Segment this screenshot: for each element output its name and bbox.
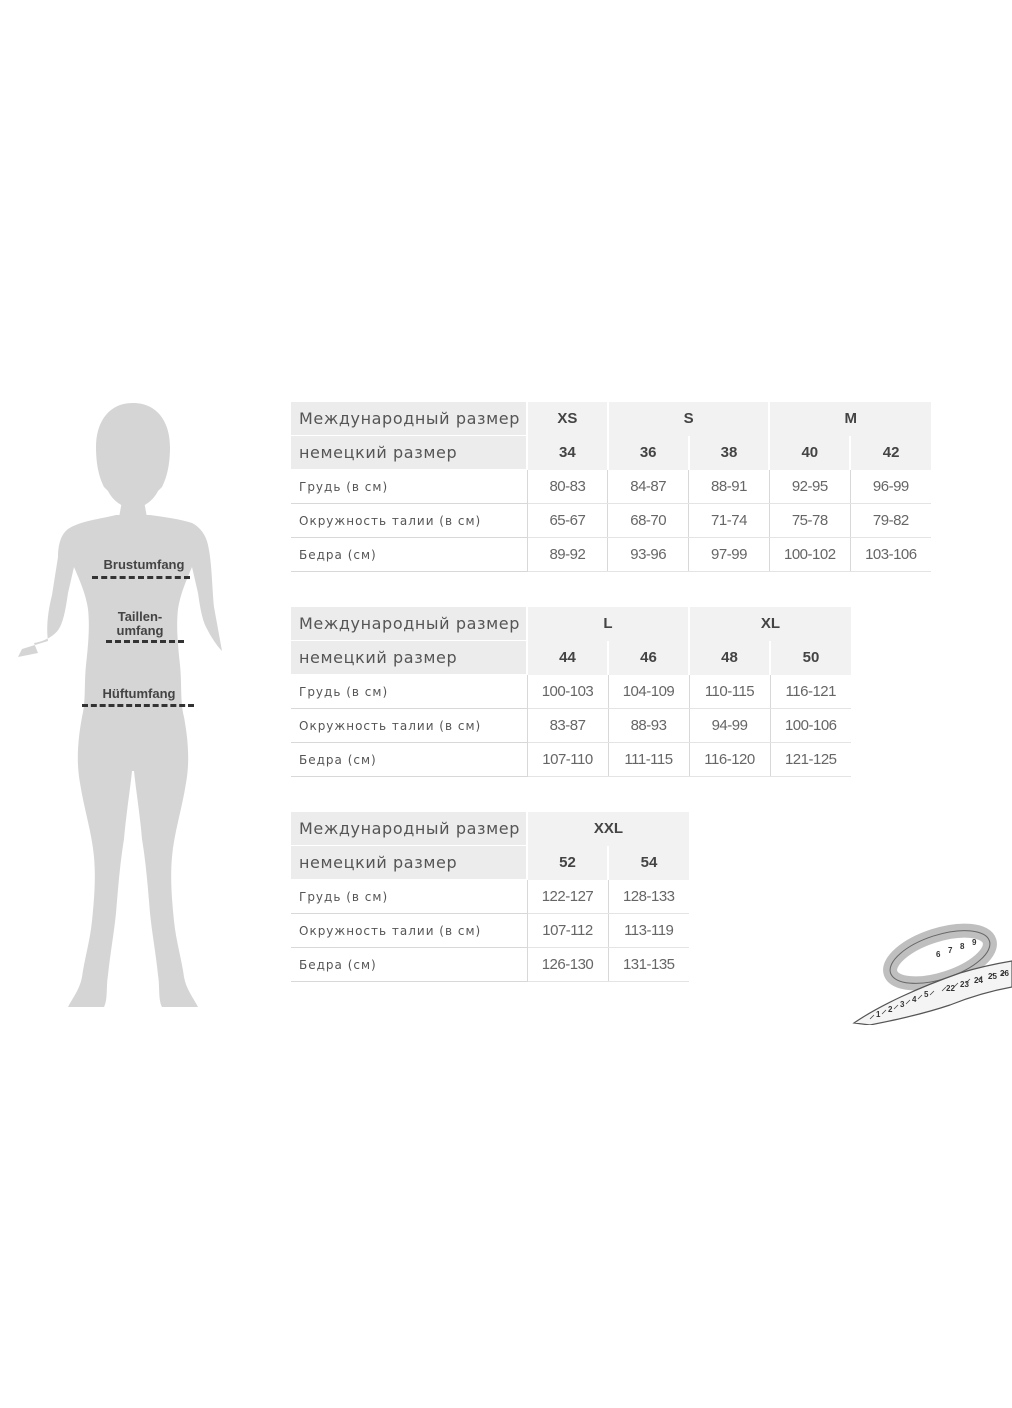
row-label-german: немецкий размер <box>291 846 527 880</box>
table-row <box>291 436 931 470</box>
cell-bust: 104-109 <box>608 675 689 709</box>
cell-german: 48 <box>689 641 770 675</box>
table-row <box>291 948 689 982</box>
cell-bust: 110-115 <box>689 675 770 709</box>
cell-waist: 71-74 <box>689 504 770 538</box>
cell-waist: 79-82 <box>850 504 931 538</box>
table-row <box>291 709 851 743</box>
cell-bust: 100-103 <box>527 675 608 709</box>
tape-number: 5 <box>924 990 929 999</box>
row-label-international: Международный размер <box>291 812 527 846</box>
table-row <box>291 812 689 846</box>
waist-dashed-line <box>106 640 184 643</box>
cell-german: 50 <box>770 641 851 675</box>
table-row <box>291 470 931 504</box>
cell-hips: 100-102 <box>769 538 850 572</box>
cell-waist: 75-78 <box>769 504 850 538</box>
tape-number: 9 <box>972 938 977 947</box>
cell-german: 52 <box>527 846 608 880</box>
measuring-tape-image <box>850 915 1012 1025</box>
row-label-waist: Окружность талии (в см) <box>291 504 527 538</box>
tape-number: 25 <box>988 972 997 981</box>
cell-international-m: M <box>769 402 931 436</box>
hip-label: Hüftumfang <box>102 686 176 701</box>
cell-bust: 92-95 <box>769 470 850 504</box>
cell-hips: 89-92 <box>527 538 608 572</box>
bust-dashed-line <box>92 576 190 579</box>
table-row <box>291 743 851 777</box>
tape-number: 2 <box>888 1005 893 1014</box>
row-label-german: немецкий размер <box>291 641 527 675</box>
cell-hips: 111-115 <box>608 743 689 777</box>
tape-number: 1 <box>876 1010 881 1019</box>
cell-german: 46 <box>608 641 689 675</box>
tape-number: 6 <box>936 950 941 959</box>
size-table-1 <box>291 402 931 572</box>
table-row <box>291 504 931 538</box>
table-row <box>291 880 689 914</box>
table-row <box>291 641 851 675</box>
tape-number: 22 <box>946 984 955 993</box>
row-label-german: немецкий размер <box>291 436 527 470</box>
bust-label: Brustumfang <box>103 557 185 572</box>
size-table-2 <box>291 607 851 777</box>
measuring-tape-icon <box>850 915 1012 1025</box>
row-label-waist: Окружность талии (в см) <box>291 914 527 948</box>
cell-bust: 128-133 <box>608 880 689 914</box>
cell-german: 54 <box>608 846 689 880</box>
body-silhouette <box>8 395 238 1020</box>
cell-waist: 88-93 <box>608 709 689 743</box>
cell-hips: 97-99 <box>689 538 770 572</box>
cell-hips: 107-110 <box>527 743 608 777</box>
cell-hips: 121-125 <box>770 743 851 777</box>
cell-waist: 65-67 <box>527 504 608 538</box>
cell-bust: 116-121 <box>770 675 851 709</box>
cell-german: 40 <box>769 436 850 470</box>
table-row <box>291 402 931 436</box>
cell-hips: 116-120 <box>689 743 770 777</box>
row-label-hips: Бедра (см) <box>291 743 527 777</box>
row-label-bust: Грудь (в см) <box>291 675 527 709</box>
tape-number: 23 <box>960 980 969 989</box>
tape-number: 3 <box>900 1000 905 1009</box>
cell-bust: 122-127 <box>527 880 608 914</box>
cell-german: 38 <box>689 436 770 470</box>
cell-bust: 96-99 <box>850 470 931 504</box>
cell-hips: 126-130 <box>527 948 608 982</box>
cell-waist: 113-119 <box>608 914 689 948</box>
cell-bust: 88-91 <box>689 470 770 504</box>
table-row <box>291 675 851 709</box>
hip-dashed-line <box>82 704 194 707</box>
table-row <box>291 538 931 572</box>
cell-international-xl: XL <box>689 607 851 641</box>
cell-international-l: L <box>527 607 689 641</box>
cell-waist: 107-112 <box>527 914 608 948</box>
size-table-3 <box>291 812 689 982</box>
waist-label-line1: Taillen- <box>117 609 163 624</box>
cell-bust: 80-83 <box>527 470 608 504</box>
tape-number: 7 <box>948 946 953 955</box>
cell-german: 36 <box>608 436 689 470</box>
cell-waist: 68-70 <box>608 504 689 538</box>
row-label-hips: Бедра (см) <box>291 538 527 572</box>
cell-german: 44 <box>527 641 608 675</box>
waist-label-line2: umfang <box>116 623 164 638</box>
cell-international-s: S <box>608 402 770 436</box>
tape-number: 8 <box>960 942 965 951</box>
row-label-waist: Окружность талии (в см) <box>291 709 527 743</box>
row-label-hips: Бедра (см) <box>291 948 527 982</box>
row-label-bust: Грудь (в см) <box>291 470 527 504</box>
cell-international-xxl: XXL <box>527 812 689 846</box>
cell-german: 34 <box>527 436 608 470</box>
tape-number: 4 <box>912 995 917 1004</box>
cell-waist: 94-99 <box>689 709 770 743</box>
table-row <box>291 846 689 880</box>
cell-waist: 100-106 <box>770 709 851 743</box>
table-row <box>291 607 851 641</box>
table-row <box>291 914 689 948</box>
cell-german: 42 <box>850 436 931 470</box>
cell-hips: 103-106 <box>850 538 931 572</box>
row-label-bust: Грудь (в см) <box>291 880 527 914</box>
row-label-international: Международный размер <box>291 607 527 641</box>
cell-hips: 93-96 <box>608 538 689 572</box>
tape-number: 24 <box>974 976 983 985</box>
cell-waist: 83-87 <box>527 709 608 743</box>
row-label-international: Международный размер <box>291 402 527 436</box>
cell-bust: 84-87 <box>608 470 689 504</box>
woman-silhouette-icon <box>8 395 238 1020</box>
cell-international-xs: XS <box>527 402 608 436</box>
cell-hips: 131-135 <box>608 948 689 982</box>
tape-number: 26 <box>1000 969 1009 978</box>
